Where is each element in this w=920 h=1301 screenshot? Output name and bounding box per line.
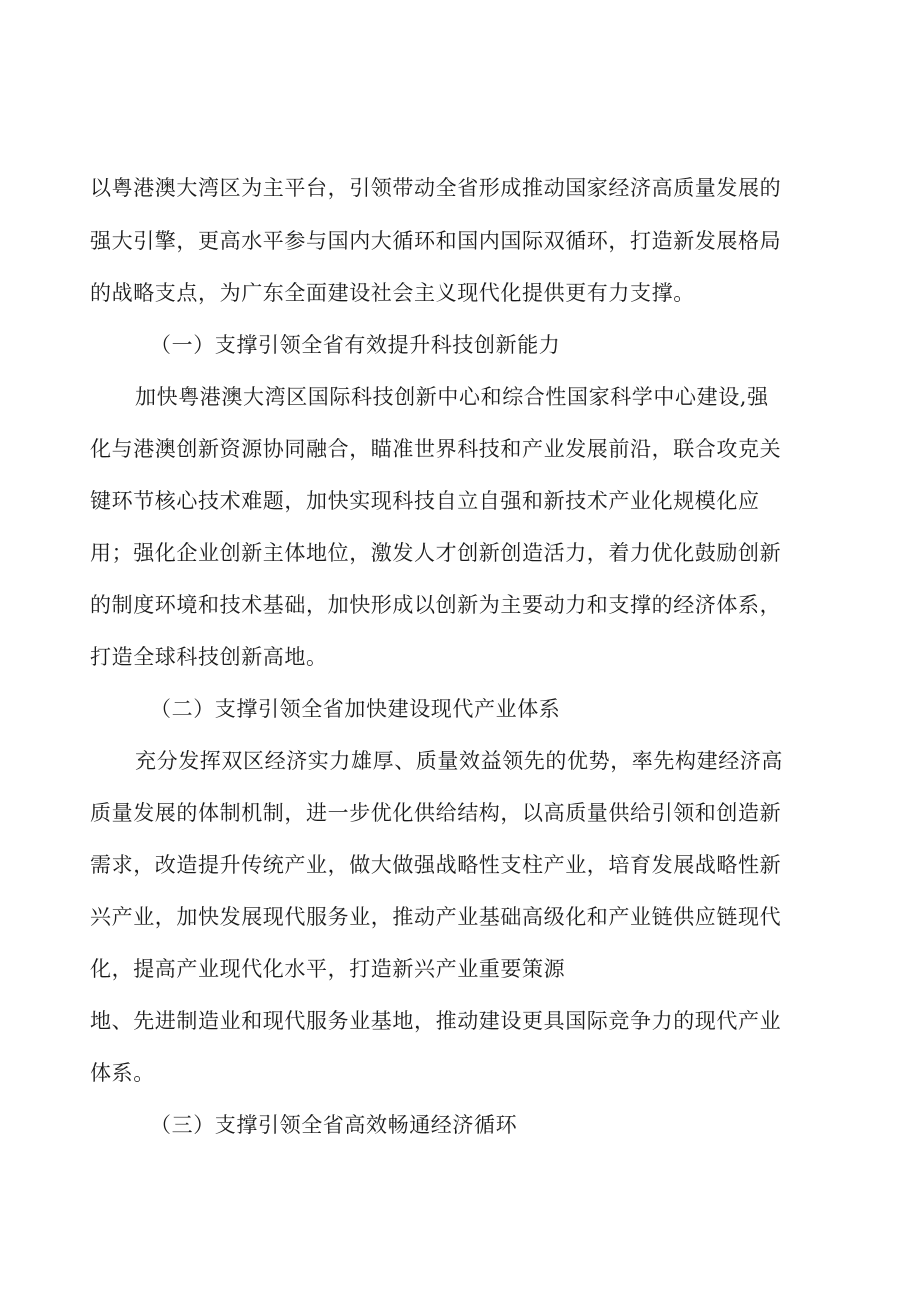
section-heading: （二）支撑引领全省加快建设现代产业体系 (150, 697, 561, 721)
paragraph-line: 化，提高产业现代化水平，打造新兴产业重要策源 (90, 957, 566, 981)
paragraph-line: 地、先进制造业和现代服务业基地，推动建设更具国际竞争力的现代产业 (90, 1009, 782, 1033)
paragraph-line: 的制度环境和技术基础，加快形成以创新为主要动力和支撑的经济体系， (90, 593, 782, 617)
paragraph-line: 化与港澳创新资源协同融合，瞄准世界科技和产业发展前沿，联合攻克关 (90, 437, 782, 461)
paragraph-line: 强大引擎，更高水平参与国内大循环和国内国际双循环，打造新发展格局 (90, 229, 782, 253)
paragraph-line: 充分发挥双区经济实力雄厚、质量效益领先的优势，率先构建经济高 (135, 749, 783, 773)
paragraph-line: 需求，改造提升传统产业，做大做强战略性支柱产业，培育发展战略性新 (90, 853, 782, 877)
paragraph-line: 质量发展的体制机制，进一步优化供给结构，以高质量供给引领和创造新 (90, 801, 782, 825)
paragraph-line: 打造全球科技创新高地。 (90, 645, 328, 669)
paragraph-line: 键环节核心技术难题，加快实现科技自立自强和新技术产业化规模化应 (90, 489, 760, 513)
paragraph-line: 兴产业，加快发展现代服务业，推动产业基础高级化和产业链供应链现代 (90, 905, 782, 929)
paragraph-line: 的战略支点，为广东全面建设社会主义现代化提供更有力支撑。 (90, 281, 695, 305)
paragraph-line: 体系。 (90, 1061, 155, 1085)
paragraph-line: 以粤港澳大湾区为主平台，引领带动全省形成推动国家经济高质量发展的 (90, 176, 782, 200)
section-heading: （三）支撑引领全省高效畅通经济循环 (150, 1113, 518, 1137)
paragraph-line: 加快粤港澳大湾区国际科技创新中心和综合性国家科学中心建设,强 (135, 385, 769, 409)
section-heading: （一）支撑引领全省有效提升科技创新能力 (150, 333, 561, 357)
paragraph-line: 用；强化企业创新主体地位，激发人才创新创造活力，着力优化鼓励创新 (90, 541, 782, 565)
